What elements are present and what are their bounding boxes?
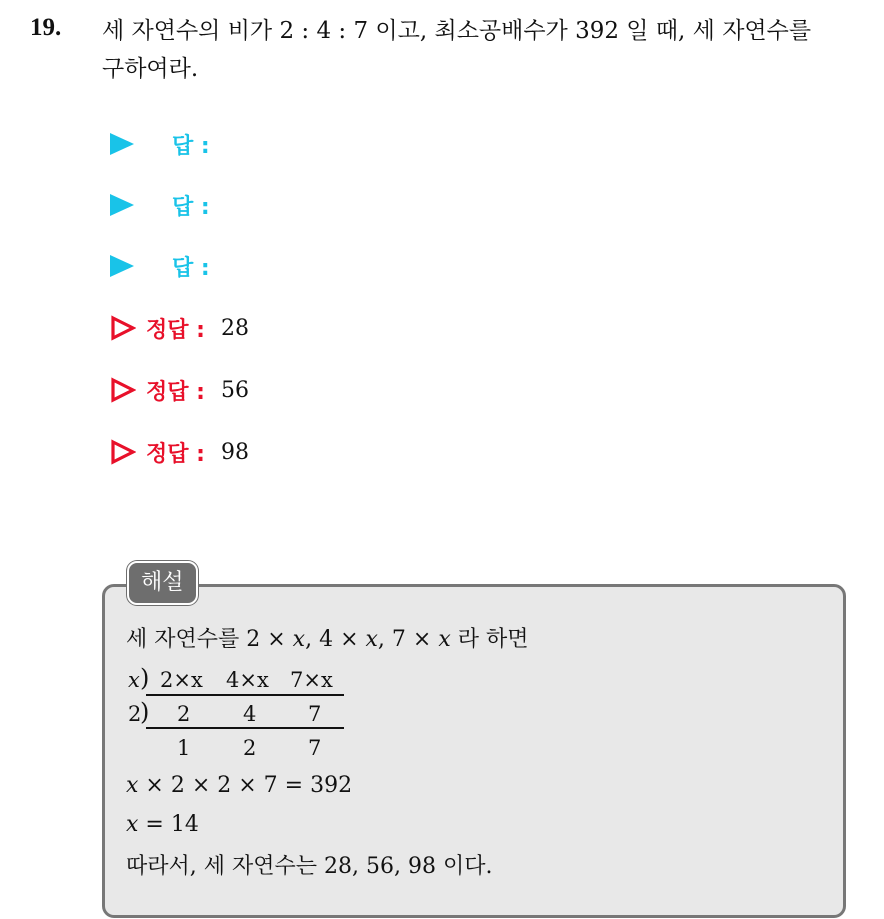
answer-label: 답 : xyxy=(172,255,210,281)
equation-1 xyxy=(126,773,352,798)
equation-rest: × 2 × 2 × 7 = 392 xyxy=(138,773,353,798)
correct-answer-3 xyxy=(110,432,249,472)
blue-triangle-icon xyxy=(110,255,134,277)
division-cell: 1 xyxy=(177,736,191,760)
correct-answer-value: 28 xyxy=(220,315,249,341)
division-cell: 2 xyxy=(177,702,191,726)
division-cell: 7×x xyxy=(290,668,333,692)
question-line-1: 세 자연수의 비가 2 : 4 : 7 이고, 최소공배수가 392 일 때, 세 자연수를 xyxy=(102,18,812,44)
intro-prefix: 세 자연수를 2 × xyxy=(126,627,293,652)
intro-var: x xyxy=(292,627,306,652)
red-triangle-outline-icon xyxy=(110,315,136,341)
answer-blank-3[interactable] xyxy=(110,246,210,286)
divisor-2: 2 xyxy=(128,702,142,726)
divisor-1: x xyxy=(128,668,140,692)
equation-2 xyxy=(126,812,199,837)
question-line-2: 구하여라. xyxy=(102,56,199,82)
division-cell: 4×x xyxy=(226,668,269,692)
correct-answer-label: 정답 : xyxy=(146,441,205,467)
explanation-tag: 해설 xyxy=(127,561,198,605)
division-table xyxy=(126,664,356,764)
equation-rest: = 14 xyxy=(138,812,199,837)
division-line xyxy=(146,727,344,729)
answer-blank-2[interactable] xyxy=(110,185,210,225)
correct-answer-1 xyxy=(110,308,249,348)
answer-label: 답 : xyxy=(172,194,210,220)
explanation-intro xyxy=(126,622,529,653)
correct-answer-2 xyxy=(110,370,249,410)
answer-label: 답 : xyxy=(172,133,210,159)
division-cell: 7 xyxy=(308,702,322,726)
division-line xyxy=(146,694,344,696)
intro-suffix: 라 하면 xyxy=(450,627,529,652)
correct-answer-value: 98 xyxy=(220,439,249,465)
correct-answer-label: 정답 : xyxy=(146,317,205,343)
blue-triangle-icon xyxy=(110,133,134,155)
division-bracket: ) xyxy=(140,698,150,726)
intro-mid: , 4 × xyxy=(305,627,366,652)
question-text xyxy=(102,12,872,88)
division-cell: 4 xyxy=(243,702,257,726)
red-triangle-outline-icon xyxy=(110,439,136,465)
intro-var: x xyxy=(365,627,378,652)
intro-mid: , 7 × xyxy=(377,627,439,652)
question-number: 19. xyxy=(30,14,62,41)
division-cell: 2 xyxy=(243,736,257,760)
correct-answer-value: 56 xyxy=(220,377,249,403)
intro-var: x xyxy=(438,627,451,652)
equation-var: x xyxy=(126,812,139,837)
answer-blank-1[interactable] xyxy=(110,124,210,164)
correct-answer-label: 정답 : xyxy=(146,379,205,405)
division-bracket: ) xyxy=(140,664,150,692)
red-triangle-outline-icon xyxy=(110,377,136,403)
division-cell: 2×x xyxy=(160,668,203,692)
division-cell: 7 xyxy=(308,736,322,760)
conclusion: 따라서, 세 자연수는 28, 56, 98 이다. xyxy=(126,854,493,879)
blue-triangle-icon xyxy=(110,194,134,216)
equation-var: x xyxy=(126,773,139,798)
